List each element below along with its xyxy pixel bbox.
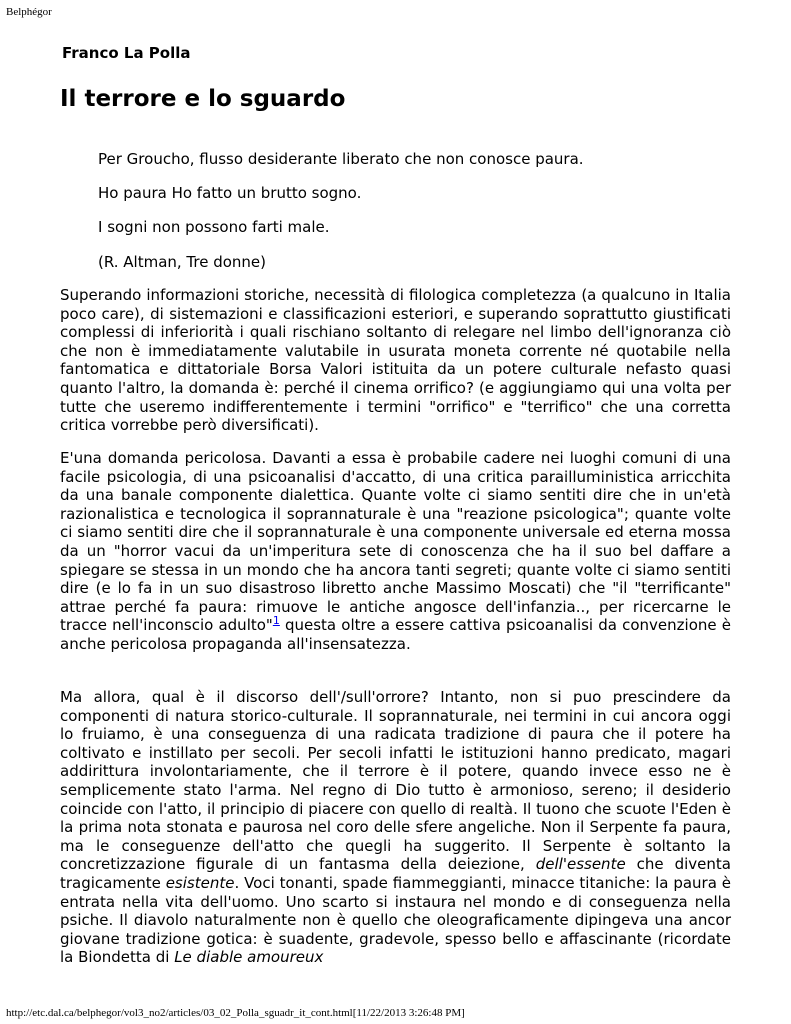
emphasis-book-title: Le diable amoureux <box>174 948 324 967</box>
article-title: Il terrore e lo sguardo <box>60 86 346 112</box>
epigraph-citation: (R. Altman, Tre donne) <box>98 253 267 271</box>
paragraph-1: Superando informazioni storiche, necessità di filologica completezza (a qualcuno in Italia poco care), di sistemazioni e classificazioni esteriori, e superando soprattutto giustificati complessi di inferiorità i quali rischiano soltanto di relegare nel limbo dell'ignoranza ciò che non è immediatamente valutabile in usurata moneta corrente né quotabile nella fantomatica e dittatoriale Borsa Valori istituita da un potere culturale nefasto quasi quanto l'altro, la domanda è: perché il cinema orrifico? (e aggiungiamo qui una volta per tutte che useremo indifferentemente i termini "orrifico" e "terrifico" che una corretta critica vorrebbe però diversificati). <box>60 286 731 435</box>
page-footer-url: http://etc.dal.ca/belphegor/vol3_no2/articles/03_02_Polla_sguadr_it_cont.html[11/22/2013 3:26:48 PM] <box>6 1007 465 1019</box>
emphasis-essente: dell'essente <box>535 855 626 874</box>
site-header: Belphégor <box>6 6 52 18</box>
paragraph-2-text: E'una domanda pericolosa. Davanti a essa è probabile cadere nei luoghi comuni di una facile psicologia, di una psicoanalisi d'accatto, di una critica parailluministica arricchita da una banale componente dialettica. Quante volte ci siamo sentiti dire che in un'età razionalistica e tecnologica il soprannaturale è una "reazione psicologica"; quante volte ci siamo sentiti dire che il soprannaturale è una componente universale ed eterna mossa da un "horror vacui da un'imperitura sete di conoscenza che ha il suo bel daffare a spiegare se stessa in un mondo che ha ancora tanti segreti; quante volte ci siamo sentiti dire (e lo fa in un suo disastroso libretto anche Massimo Moscati) che "il "terrificante" attrae perché fa paura: rimuove le antiche angosce dell'infanzia.., per ricercarne le tracce nell'inconscio adulto" <box>60 449 731 635</box>
epigraph-line-1: Per Groucho, flusso desiderante liberato che non conosce paura. <box>98 150 584 168</box>
paragraph-2-text-cont: questa oltre a essere cattiva psicoanalisi da convenzione è anche pericolosa propaganda all'insensatezza. <box>60 616 731 653</box>
epigraph-line-3: I sogni non possono farti male. <box>98 218 330 236</box>
paragraph-3-text: Ma allora, qual è il discorso dell'/sull'orrore? Intanto, non si puo prescindere da componenti di natura storico-culturale. Il soprannaturale, nei termini in cui ancora oggi lo fruiamo, è una conseguenza di una radicata tradizione di paura che il potere ha coltivato e instillato per secoli. Per secoli infatti le istituzioni hanno predicato, magari addirittura involontariamente, che il terrore è il potere, quando invece esso ne è semplicemente stato l'arma. Nel regno di Dio tutto è armonioso, sereno; il desiderio coincide con l'atto, il principio di piacere con quello di realtà. Il tuono che scuote l'Eden è la prima nota stonata e paurosa nel coro delle sfere angeliche. Non il Serpente fa paura, ma le conseguenze dell'atto che quegli ha suggerito. Il Serpente è soltanto la concretizzazione figurale di un fantasma della deiezione, <box>60 688 731 874</box>
paragraph-3 <box>60 688 731 967</box>
paragraph-2 <box>60 449 731 654</box>
author-name: Franco La Polla <box>62 44 191 62</box>
epigraph-line-2: Ho paura Ho fatto un brutto sogno. <box>98 184 362 202</box>
emphasis-esistente: esistente <box>165 873 235 892</box>
footnote-link[interactable]: 1 <box>272 614 280 628</box>
paragraph-3-text-3: . Voci tonanti, spade fiammeggianti, minacce titaniche: la paura è entrata nella vita dell'uomo. Uno scarto si instaura nel mondo e di conseguenza nella psiche. Il diavolo naturalmente non è quello che oleograficamente dipingeva una ancor giovane tradizione gotica: è suadente, gradevole, spesso bello e affascinante (ricordate la Biondetta di <box>60 873 732 967</box>
paragraph-3-text-2: che diventa tragicamente <box>60 855 731 892</box>
